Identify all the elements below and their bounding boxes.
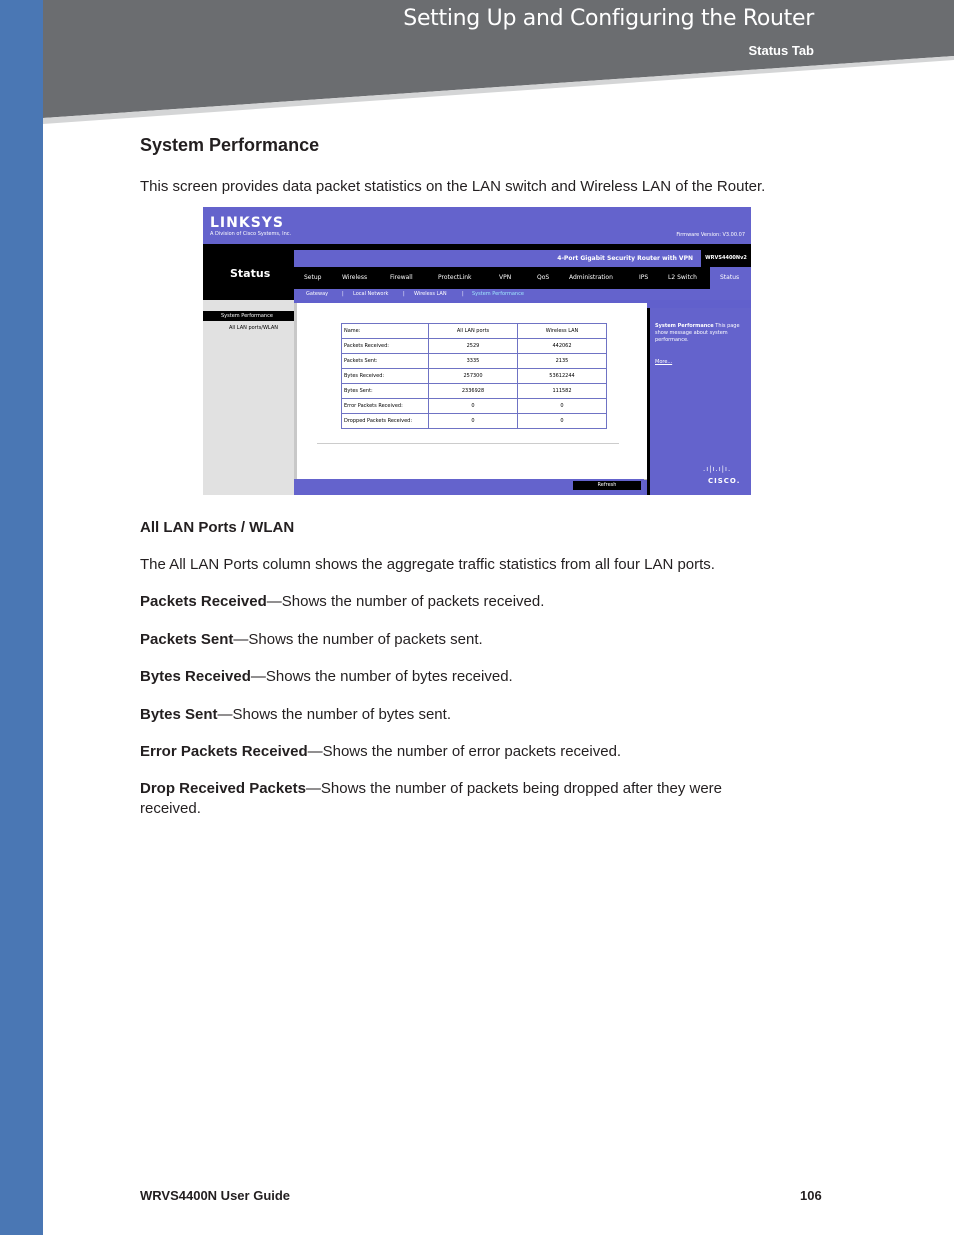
paragraph (140, 592, 820, 612)
cisco-logo-bars: .ı|ı.ı|ı. (703, 465, 732, 473)
model-name: WRVS4400Nv2 (701, 250, 751, 267)
paragraph (140, 630, 820, 650)
footer-page-number: 106 (800, 1188, 822, 1203)
term: Packets Sent (140, 631, 234, 648)
subnav-sep: | (403, 291, 405, 297)
product-name: 4-Port Gigabit Security Router with VPN (294, 250, 701, 267)
nav-status[interactable]: Status (720, 274, 740, 281)
subnav-sep: | (342, 291, 344, 297)
nav-vpn[interactable]: VPN (499, 274, 512, 281)
nav-protectlink[interactable]: ProtectLink (438, 274, 472, 281)
term: Bytes Sent (140, 706, 218, 723)
paragraph (140, 555, 820, 575)
table-header: Wireless LAN (518, 324, 607, 339)
term: Bytes Received (140, 668, 251, 685)
row-value-lan: 3335 (429, 354, 518, 369)
logo-subtext: A Division of Cisco Systems, Inc. (210, 231, 292, 237)
footer-guide-name: WRVS4400N User Guide (140, 1188, 291, 1203)
stats-table (341, 323, 607, 429)
header-subtitle: Status Tab (748, 43, 814, 58)
help-text (655, 323, 745, 344)
paragraph-text: The All LAN Ports column shows the aggregate traffic statistics from all four LAN ports. (140, 556, 715, 573)
left-menu-all-lan-ports: All LAN ports/WLAN (229, 325, 278, 331)
firmware-version: Firmware Version: V3.00.07 (676, 232, 745, 238)
nav-administration[interactable]: Administration (569, 274, 613, 281)
intro-text: This screen provides data packet statistics on the LAN switch and Wireless LAN of the Router. (140, 178, 766, 195)
side-color-bar (0, 0, 43, 1235)
sub-nav (294, 289, 751, 300)
paragraph (140, 667, 820, 687)
row-value-lan: 0 (429, 399, 518, 414)
cisco-logo: CISCO. (708, 477, 741, 485)
content-area (294, 303, 647, 480)
subnav-local-network[interactable]: Local Network (353, 291, 389, 297)
subnav-sep: | (462, 291, 464, 297)
router-screenshot (203, 207, 751, 495)
row-label: Bytes Sent: (342, 384, 429, 399)
router-topbar (203, 207, 751, 244)
help-body: This page show message about system performance. (655, 323, 740, 343)
refresh-button[interactable]: Refresh (573, 481, 641, 490)
table-row (342, 414, 607, 429)
paragraph (140, 705, 820, 725)
definition: —Shows the number of packets sent. (233, 631, 483, 648)
nav-firewall[interactable]: Firewall (390, 274, 413, 281)
section-title: System Performance (140, 135, 320, 155)
paragraph (140, 779, 780, 819)
subsection-title: All LAN Ports / WLAN (140, 519, 295, 536)
row-value-wlan: 0 (518, 414, 607, 429)
definition: —Shows the number of packets being dropped after they were received. (140, 780, 722, 817)
subnav-wireless-lan[interactable]: Wireless LAN (414, 291, 447, 297)
row-value-lan: 2336928 (429, 384, 518, 399)
definition: —Shows the number of bytes received. (250, 668, 513, 685)
nav-wireless[interactable]: Wireless (342, 274, 368, 281)
table-row (342, 339, 607, 354)
table-header: All LAN ports (429, 324, 518, 339)
term: Drop Received Packets (140, 780, 306, 797)
nav-l2switch[interactable]: L2 Switch (668, 274, 697, 281)
subnav-system-performance[interactable]: System Performance (472, 291, 524, 297)
table-row (342, 369, 607, 384)
definition: —Shows the number of bytes sent. (217, 706, 451, 723)
table-row (342, 354, 607, 369)
left-menu-system-performance[interactable]: System Performance (203, 311, 294, 321)
row-value-wlan: 2135 (518, 354, 607, 369)
definition: —Shows the number of packets received. (266, 593, 545, 610)
row-label: Packets Received: (342, 339, 429, 354)
header-title: Setting Up and Configuring the Router (403, 6, 814, 31)
nav-setup[interactable]: Setup (304, 274, 322, 281)
row-label: Bytes Received: (342, 369, 429, 384)
nav-ips[interactable]: IPS (639, 274, 649, 281)
main-nav (294, 267, 751, 289)
table-row (342, 399, 607, 414)
row-value-wlan: 111582 (518, 384, 607, 399)
table-header: Name: (342, 324, 429, 339)
row-label: Error Packets Received: (342, 399, 429, 414)
nav-qos[interactable]: QoS (537, 274, 550, 281)
row-value-lan: 2529 (429, 339, 518, 354)
row-value-lan: 257300 (429, 369, 518, 384)
linksys-logo: LINKSYS (210, 215, 284, 231)
table-header-row (342, 324, 607, 339)
row-value-lan: 0 (429, 414, 518, 429)
help-title: System Performance (655, 323, 714, 329)
row-value-wlan: 53612244 (518, 369, 607, 384)
more-link[interactable]: More... (655, 359, 673, 365)
row-label: Dropped Packets Received: (342, 414, 429, 429)
subnav-gateway[interactable]: Gateway (306, 291, 329, 297)
table-row (342, 384, 607, 399)
term: Error Packets Received (140, 743, 308, 760)
row-value-wlan: 0 (518, 399, 607, 414)
content-divider (317, 443, 619, 444)
term: Packets Received (140, 593, 267, 610)
definition: —Shows the number of error packets received. (307, 743, 622, 760)
row-value-wlan: 442062 (518, 339, 607, 354)
paragraph (140, 742, 820, 762)
row-label: Packets Sent: (342, 354, 429, 369)
status-label: Status (230, 267, 271, 280)
